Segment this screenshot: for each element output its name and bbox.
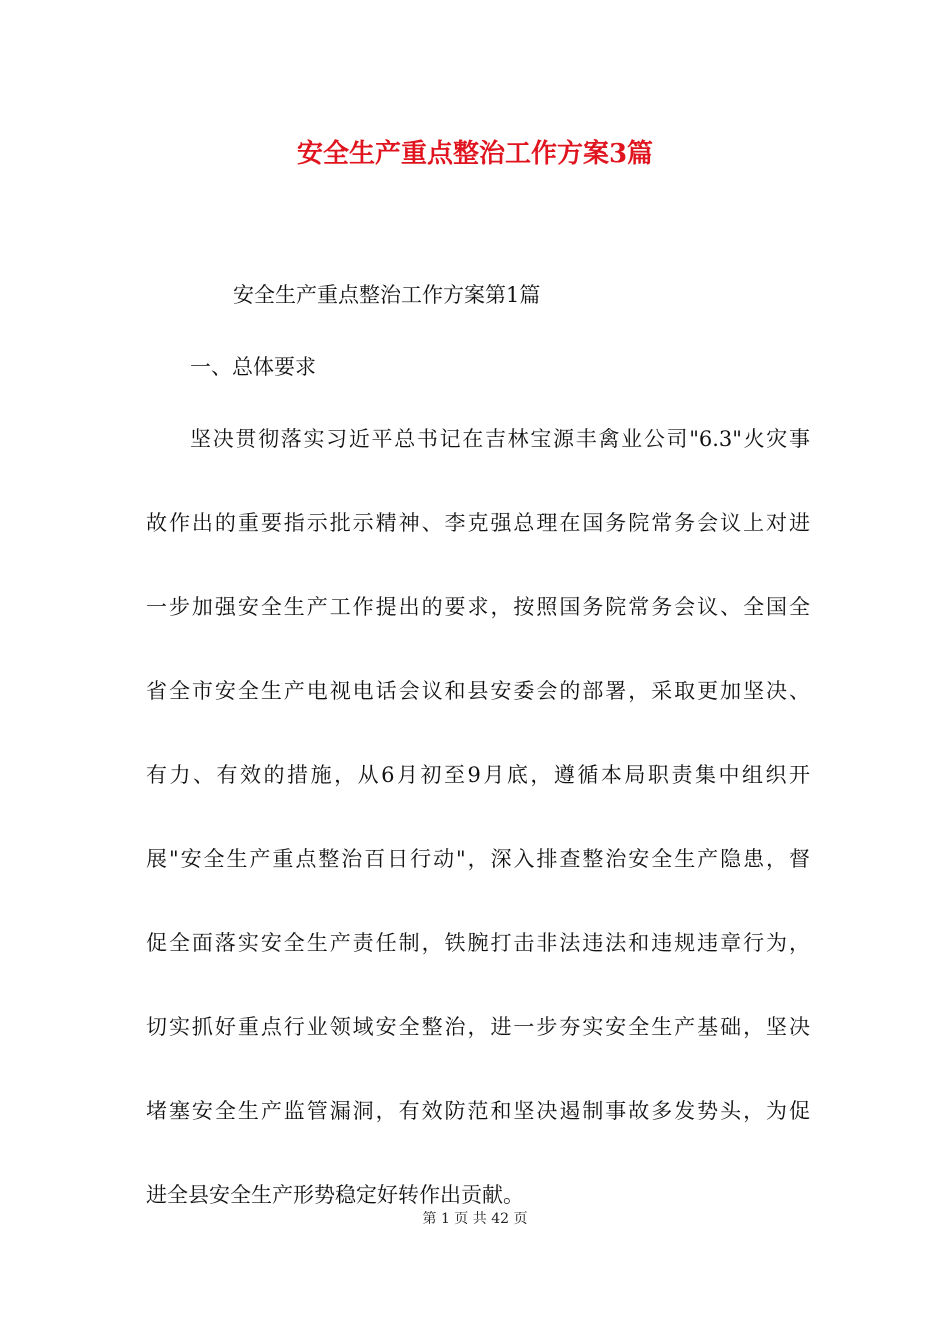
paragraph-line: 进全县安全生产形势稳定好转作出贡献。: [146, 1183, 524, 1207]
section-heading: 一、总体要求: [190, 355, 316, 379]
paragraph-line: 切实抓好重点行业领域安全整治，进一步夯实安全生产基础，坚决: [146, 1015, 810, 1039]
paragraph-line: 促全面落实安全生产责任制，铁腕打击非法违法和违规违章行为，: [146, 931, 810, 955]
paragraph-line: 坚决贯彻落实习近平总书记在吉林宝源丰禽业公司"6.3"火灾事: [190, 427, 810, 451]
paragraph-line: 有力、有效的措施，从6月初至9月底，遵循本局职责集中组织开: [146, 763, 810, 787]
document-title: 安全生产重点整治工作方案3篇: [296, 139, 654, 169]
page-number-footer: 第 1 页 共 42 页: [422, 1211, 528, 1227]
paragraph-line: 省全市安全生产电视电话会议和县安委会的部署，采取更加坚决、: [146, 679, 810, 703]
paragraph-line: 一步加强安全生产工作提出的要求，按照国务院常务会议、全国全: [146, 595, 810, 619]
paragraph-line: 故作出的重要指示批示精神、李克强总理在国务院常务会议上对进: [146, 511, 810, 535]
document-subtitle: 安全生产重点整治工作方案第1篇: [233, 283, 541, 307]
paragraph-line: 展"安全生产重点整治百日行动"，深入排查整治安全生产隐患，督: [146, 847, 810, 871]
body-paragraph: [146, 421, 810, 1261]
paragraph-line: 堵塞安全生产监管漏洞，有效防范和坚决遏制事故多发势头，为促: [146, 1099, 810, 1123]
